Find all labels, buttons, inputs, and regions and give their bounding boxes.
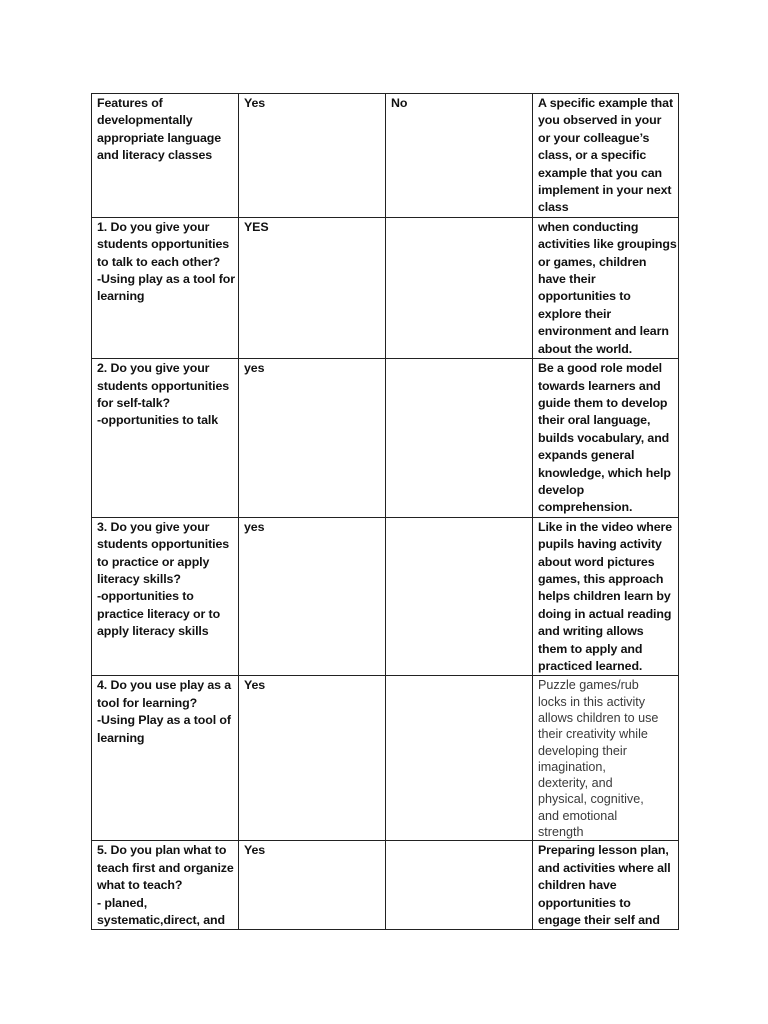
example-cell: Be a good role model towards learners and guide them to develop their oral language, builds vocabulary, and expands general knowledge, which help develop comprehension. [533, 359, 679, 518]
header-no-cell: No [386, 94, 533, 218]
feature-cell: 2. Do you give your students opportunities for self-talk? -opportunities to talk [92, 359, 239, 518]
yes-cell: Yes [239, 676, 386, 841]
feature-cell: 1. Do you give your students opportunities to talk to each other? -Using play as a tool for learning [92, 217, 239, 358]
header-example-cell: A specific example that you observed in your or your colleague’s class, or a specific example that you can implement in your next class [533, 94, 679, 218]
no-cell [386, 217, 533, 358]
header-feature-cell: Features of developmentally appropriate language and literacy classes [92, 94, 239, 218]
example-cell: when conducting activities like groupings or games, children have their opportunities to explore their environment and learn about the world. [533, 217, 679, 358]
no-cell [386, 841, 533, 930]
table-row [92, 517, 679, 676]
table-header-row [92, 94, 679, 218]
literacy-checklist-table [91, 93, 679, 930]
table-row [92, 217, 679, 358]
no-cell [386, 676, 533, 841]
feature-cell: 4. Do you use play as a tool for learning? -Using Play as a tool of learning [92, 676, 239, 841]
table-row [92, 841, 679, 930]
feature-cell: 3. Do you give your students opportunities to practice or apply literacy skills? -opportunities to practice literacy or to apply literacy skills [92, 517, 239, 676]
example-cell: Preparing lesson plan, and activities where all children have opportunities to engage their self and [533, 841, 679, 930]
no-cell [386, 359, 533, 518]
example-cell: Like in the video where pupils having activity about word pictures games, this approach helps children learn by doing in actual reading and writing allows them to apply and practiced learned. [533, 517, 679, 676]
example-cell: Puzzle games/rub locks in this activity allows children to use their creativity while developing their imagination, dexterity, and physical, cognitive, and emotional strength [533, 676, 679, 841]
yes-cell: YES [239, 217, 386, 358]
yes-cell: yes [239, 359, 386, 518]
table-row [92, 676, 679, 841]
yes-cell: Yes [239, 841, 386, 930]
yes-cell: yes [239, 517, 386, 676]
no-cell [386, 517, 533, 676]
header-yes-cell: Yes [239, 94, 386, 218]
feature-cell: 5. Do you plan what to teach first and organize what to teach? - planed, systematic,direct, and [92, 841, 239, 930]
table-row [92, 359, 679, 518]
